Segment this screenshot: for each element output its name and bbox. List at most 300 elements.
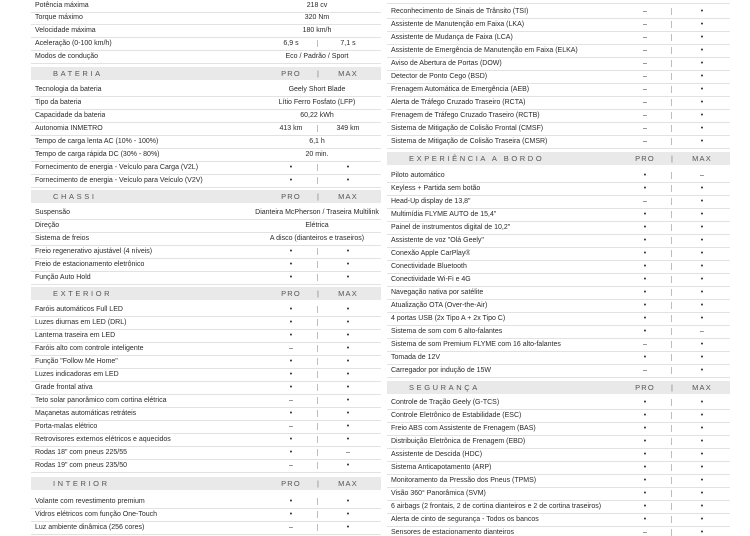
column-divider (317, 248, 318, 255)
pro-column-label: PRO (281, 192, 301, 201)
spec-label: Sistema de freios (35, 235, 90, 242)
max-value: • (700, 412, 704, 419)
spec-label: Porta-malas elétrico (35, 423, 98, 430)
column-divider (317, 261, 318, 268)
column-divider (317, 177, 318, 184)
column-divider (671, 237, 672, 244)
column-divider (317, 345, 318, 352)
max-value: • (346, 177, 350, 184)
max-value: • (700, 73, 704, 80)
pro-value: • (643, 250, 647, 257)
pro-value: – (289, 397, 293, 404)
column-divider (317, 524, 318, 531)
pro-value: • (643, 224, 647, 231)
column-divider (671, 341, 672, 348)
pro-value: – (643, 367, 647, 374)
column-divider (317, 397, 318, 404)
spec-label: Lanterna traseira em LED (35, 332, 116, 339)
pro-value: • (289, 498, 293, 505)
pro-value: – (643, 73, 647, 80)
spec-label: Modos de condução (35, 53, 99, 60)
pro-value: • (289, 449, 293, 456)
spec-row (387, 169, 730, 183)
max-value: • (700, 8, 704, 15)
max-value: • (700, 112, 704, 119)
spec-row (387, 474, 730, 488)
spec-label: Detector de Ponto Cego (BSD) (391, 73, 488, 80)
max-value (682, 0, 722, 3)
column-divider (671, 73, 672, 80)
spec-label: Sistema de Mitigação de Colisão Traseira (CMSR) (391, 138, 548, 145)
pro-value: • (289, 164, 293, 171)
spec-label: Luzes diurnas em LED (DRL) (35, 319, 127, 326)
spec-row (387, 221, 730, 235)
max-value: – (700, 172, 704, 179)
section-title: BATERIA (53, 69, 103, 78)
section-header (387, 152, 730, 165)
spec-value: 320 Nm (304, 14, 330, 21)
spec-label: Rodas 18" com pneus 225/55 (35, 449, 127, 456)
spec-label: Torque máximo (35, 14, 83, 21)
spec-value: Geely Short Blade (288, 86, 346, 93)
max-value: • (346, 371, 350, 378)
pro-value: • (643, 276, 647, 283)
max-value: • (700, 47, 704, 54)
max-value: • (700, 315, 704, 322)
spec-label: Visão 360° Panorâmica (SVM) (391, 490, 486, 497)
spec-row (387, 109, 730, 123)
spec-row (31, 329, 381, 343)
pro-value: – (643, 112, 647, 119)
spec-label: Tomada de 12V (391, 354, 441, 361)
column-divider (671, 399, 672, 406)
pro-value: • (643, 302, 647, 309)
spec-label: Tempo de carga lenta AC (10% - 100%) (35, 138, 159, 145)
spec-row (31, 342, 381, 356)
pro-value: 6,9 s (283, 40, 299, 47)
max-value: • (700, 276, 704, 283)
spec-row (387, 461, 730, 475)
column-divider (671, 112, 672, 119)
spec-row (31, 206, 381, 220)
section-title: EXTERIOR (53, 289, 113, 298)
max-value: • (700, 211, 704, 218)
max-value: • (346, 397, 350, 404)
spec-label: Painel de instrumentos digital de 10,2" (391, 224, 511, 231)
spec-label: Controle de Tração Geely (G-TCS) (391, 399, 500, 406)
spec-label: Assistente de voz "Olá Geely" (391, 237, 484, 244)
spec-label: Navegação nativa por satélite (391, 289, 484, 296)
spec-row (387, 325, 730, 339)
max-value: • (346, 498, 350, 505)
spec-row (387, 135, 730, 149)
spec-row (31, 96, 381, 110)
max-value: • (700, 138, 704, 145)
pro-value: – (643, 138, 647, 145)
pro-value: – (643, 60, 647, 67)
max-value: • (346, 306, 350, 313)
column-divider (671, 60, 672, 67)
spec-row (31, 24, 381, 38)
column-divider (671, 21, 672, 28)
column-divider (671, 198, 672, 205)
pro-value: • (643, 399, 647, 406)
section-header (31, 287, 381, 300)
column-divider (317, 384, 318, 391)
spec-label: Grade frontal ativa (35, 384, 93, 391)
max-value: • (346, 319, 350, 326)
pro-value (625, 0, 665, 3)
spec-label: Conectividade Bluetooth (391, 263, 467, 270)
column-divider (317, 306, 318, 313)
pro-value: – (643, 21, 647, 28)
spec-row (31, 521, 381, 535)
max-value: • (700, 438, 704, 445)
column-divider (671, 8, 672, 15)
spec-row (387, 182, 730, 196)
column-divider (671, 86, 672, 93)
column-divider (671, 516, 672, 523)
spec-label: Autonomia INMETRO (35, 125, 103, 132)
column-divider (317, 125, 318, 132)
section-title: EXPERIÊNCIA A BORDO (409, 154, 545, 163)
spec-label: Piloto automático (391, 172, 445, 179)
spec-label: Sistema Anticapotamento (ARP) (391, 464, 492, 471)
pro-column-label: PRO (281, 479, 301, 488)
pro-value: 413 km (279, 125, 303, 132)
spec-label: Função Auto Hold (35, 274, 91, 281)
spec-row (31, 368, 381, 382)
spec-row (387, 260, 730, 274)
spec-row (387, 364, 730, 378)
spec-label (391, 0, 498, 3)
spec-row (387, 31, 730, 45)
pro-value: • (643, 490, 647, 497)
max-value: • (700, 21, 704, 28)
spec-value: Elétrica (305, 222, 329, 229)
column-divider (671, 125, 672, 132)
spec-row (31, 433, 381, 447)
column-divider (671, 490, 672, 497)
pro-value: • (289, 384, 293, 391)
max-value: • (700, 529, 704, 536)
pro-value: • (643, 263, 647, 270)
spec-row (387, 513, 730, 527)
column-divider (317, 423, 318, 430)
spec-row (31, 83, 381, 97)
spec-label: Frenagem de Tráfego Cruzado Traseiro (RCTB) (391, 112, 540, 119)
spec-value: Eco / Padrão / Sport (285, 53, 349, 60)
spec-label: Faróis alto com controle inteligente (35, 345, 144, 352)
spec-value: 60,22 kWh (300, 112, 334, 119)
spec-row (387, 208, 730, 222)
spec-label: Freio ABS com Assistente de Frenagem (BAS) (391, 425, 536, 432)
pro-value: • (289, 332, 293, 339)
pro-value: – (643, 341, 647, 348)
spec-label: Maçanetas automáticas retráteis (35, 410, 137, 417)
spec-label: Tecnologia da bateria (35, 86, 102, 93)
column-separator: | (317, 479, 319, 488)
spec-label: Distribuição Eletrônica de Frenagem (EBD) (391, 438, 526, 445)
max-value: • (346, 436, 350, 443)
spec-row (31, 37, 381, 51)
pro-value: – (289, 423, 293, 430)
pro-value: • (643, 172, 647, 179)
pro-value: • (643, 425, 647, 432)
max-value: • (700, 60, 704, 67)
spec-label: Velocidade máxima (35, 27, 96, 34)
spec-label: Assistente de Manutenção em Faixa (LKA) (391, 21, 525, 28)
max-value: • (346, 261, 350, 268)
spec-label: Frenagem Automática de Emergência (AEB) (391, 86, 530, 93)
max-value: • (700, 125, 704, 132)
spec-row (387, 396, 730, 410)
spec-row (31, 381, 381, 395)
max-value: • (700, 237, 704, 244)
max-column-label: MAX (692, 383, 712, 392)
spec-label: Assistente de Descida (HDC) (391, 451, 483, 458)
spec-label: Função "Follow Me Home" (35, 358, 118, 365)
spec-label: Freio de estacionamento eletrônico (35, 261, 145, 268)
spec-row (31, 245, 381, 259)
spec-row (31, 394, 381, 408)
spec-label: Assistente de Emergência de Manutenção em Faixa (ELKA) (391, 47, 578, 54)
spec-row (31, 148, 381, 162)
column-divider (317, 449, 318, 456)
column-divider (671, 477, 672, 484)
pro-value: • (289, 371, 293, 378)
max-value: • (700, 354, 704, 361)
spec-row (387, 448, 730, 462)
max-value: • (700, 250, 704, 257)
spec-label: Fornecimento de energia - Veículo para Carga (V2L) (35, 164, 199, 171)
spec-row (31, 420, 381, 434)
pro-value: • (643, 185, 647, 192)
section-header (387, 381, 730, 394)
column-divider (317, 498, 318, 505)
pro-value: • (643, 412, 647, 419)
spec-row (387, 57, 730, 71)
max-value: • (346, 248, 350, 255)
pro-value: • (289, 248, 293, 255)
spec-label: Teto solar panorâmico com cortina elétrica (35, 397, 167, 404)
spec-label: Luz ambiente dinâmica (256 cores) (35, 524, 145, 531)
spec-label: Capacidade da bateria (35, 112, 106, 119)
section-title: SEGURANÇA (409, 383, 480, 392)
spec-row (387, 409, 730, 423)
pro-value: – (643, 34, 647, 41)
spec-row (387, 422, 730, 436)
pro-value: • (643, 315, 647, 322)
max-value: • (700, 367, 704, 374)
pro-value: • (643, 289, 647, 296)
spec-row (31, 219, 381, 233)
spec-row (31, 232, 381, 246)
pro-value: • (289, 177, 293, 184)
spec-row (387, 0, 730, 4)
max-value: • (700, 263, 704, 270)
pro-value: • (289, 274, 293, 281)
spec-row (31, 495, 381, 509)
spec-label: Retrovisores externos elétricos e aquecidos (35, 436, 171, 443)
pro-column-label: PRO (635, 154, 655, 163)
spec-row (31, 316, 381, 330)
column-divider (671, 412, 672, 419)
spec-row (387, 526, 730, 536)
max-value: • (346, 384, 350, 391)
column-divider (317, 462, 318, 469)
max-column-label: MAX (338, 289, 358, 298)
max-value: • (700, 425, 704, 432)
spec-row (387, 122, 730, 136)
column-divider (671, 224, 672, 231)
column-separator: | (671, 154, 673, 163)
pro-value: • (643, 477, 647, 484)
spec-row (31, 135, 381, 149)
spec-row (31, 271, 381, 285)
max-value: • (700, 490, 704, 497)
spec-label: Direção (35, 222, 60, 229)
column-divider (671, 263, 672, 270)
max-value: – (346, 449, 350, 456)
spec-label: Faróis automáticos Full LED (35, 306, 123, 313)
spec-label: Keyless + Partida sem botão (391, 185, 481, 192)
pro-value: – (643, 529, 647, 536)
section-title: INTERIOR (53, 479, 110, 488)
spec-row (31, 459, 381, 473)
pro-column-label: PRO (635, 383, 655, 392)
column-divider (671, 250, 672, 257)
column-divider (671, 425, 672, 432)
pro-value: – (289, 345, 293, 352)
spec-label: Aviso de Abertura de Portas (DOW) (391, 60, 502, 67)
max-column-label: MAX (338, 192, 358, 201)
spec-row (31, 303, 381, 317)
column-divider (671, 464, 672, 471)
spec-row (387, 435, 730, 449)
column-divider (671, 47, 672, 54)
spec-label: Conexão Apple CarPlay® (391, 250, 471, 257)
column-divider (671, 185, 672, 192)
column-separator: | (317, 192, 319, 201)
spec-label: Tempo de carga rápida DC (30% - 80%) (35, 151, 160, 158)
column-divider (671, 99, 672, 106)
spec-row (387, 83, 730, 97)
spec-label: Multimídia FLYME AUTO de 15,4" (391, 211, 497, 218)
column-separator: | (317, 69, 319, 78)
max-value: • (700, 34, 704, 41)
pro-value: – (643, 198, 647, 205)
pro-value: • (643, 328, 647, 335)
spec-label: Controle Eletrônico de Estabilidade (ESC) (391, 412, 522, 419)
pro-value: – (289, 462, 293, 469)
spec-row (387, 5, 730, 19)
spec-label: Assistente de Mudança de Faixa (LCA) (391, 34, 513, 41)
max-column-label: MAX (338, 479, 358, 488)
spec-row (387, 273, 730, 287)
max-value: • (346, 524, 350, 531)
spec-row (387, 299, 730, 313)
max-value: • (700, 464, 704, 471)
max-value: – (700, 328, 704, 335)
spec-row (31, 407, 381, 421)
column-divider (671, 354, 672, 361)
max-value: • (700, 289, 704, 296)
spec-label: Conectividade Wi-Fi e 4G (391, 276, 471, 283)
column-divider (317, 371, 318, 378)
max-value: • (700, 451, 704, 458)
pro-value: • (289, 358, 293, 365)
pro-value: – (643, 125, 647, 132)
max-value: • (346, 423, 350, 430)
max-value: 349 km (336, 125, 360, 132)
pro-value: • (643, 211, 647, 218)
spec-row (387, 18, 730, 32)
spec-row (31, 508, 381, 522)
pro-value: – (289, 524, 293, 531)
max-value: • (700, 224, 704, 231)
spec-label: Fornecimento de energia - Veículo para Veículo (V2V) (35, 177, 203, 184)
spec-row (387, 351, 730, 365)
spec-value: 218 cv (306, 2, 328, 9)
spec-label: Head-Up display de 13,8" (391, 198, 471, 205)
spec-label: Aceleração (0-100 km/h) (35, 40, 112, 47)
column-divider (317, 40, 318, 47)
pro-column-label: PRO (281, 289, 301, 298)
spec-row (387, 247, 730, 261)
spec-label: Sistema de som com 6 alto-falantes (391, 328, 503, 335)
spec-label: 4 portas USB (2x Tipo A + 2x Tipo C) (391, 315, 506, 322)
max-value: • (700, 341, 704, 348)
spec-value: Dianteira McPherson / Traseira Multilink (255, 209, 379, 216)
pro-value: • (289, 410, 293, 417)
spec-row (387, 96, 730, 110)
column-divider (671, 276, 672, 283)
pro-value: – (643, 8, 647, 15)
spec-row (387, 500, 730, 514)
column-divider (317, 319, 318, 326)
max-value: • (346, 274, 350, 281)
column-divider (671, 328, 672, 335)
column-divider (671, 34, 672, 41)
max-value: • (346, 164, 350, 171)
column-divider (317, 511, 318, 518)
pro-value: • (289, 511, 293, 518)
pro-value: • (643, 237, 647, 244)
max-value: • (700, 198, 704, 205)
spec-label: Sistema de som Premium FLYME com 16 alto-falantes (391, 341, 561, 348)
pro-value: • (289, 261, 293, 268)
column-divider (671, 172, 672, 179)
column-divider (671, 315, 672, 322)
spec-label: Vidros elétricos com função One-Touch (35, 511, 158, 518)
spec-row (387, 195, 730, 209)
max-value: • (346, 410, 350, 417)
pro-value: • (289, 306, 293, 313)
column-separator: | (317, 289, 319, 298)
spec-row (31, 355, 381, 369)
max-value: • (700, 302, 704, 309)
spec-label: Alerta de cinto de segurança - Todos os bancos (391, 516, 539, 523)
spec-label: Volante com revestimento premium (35, 498, 145, 505)
spec-label: Potência máxima (35, 2, 89, 9)
column-divider (317, 410, 318, 417)
column-divider (671, 503, 672, 510)
column-divider (671, 529, 672, 536)
pro-value: • (289, 436, 293, 443)
max-value: • (346, 345, 350, 352)
column-divider (317, 274, 318, 281)
